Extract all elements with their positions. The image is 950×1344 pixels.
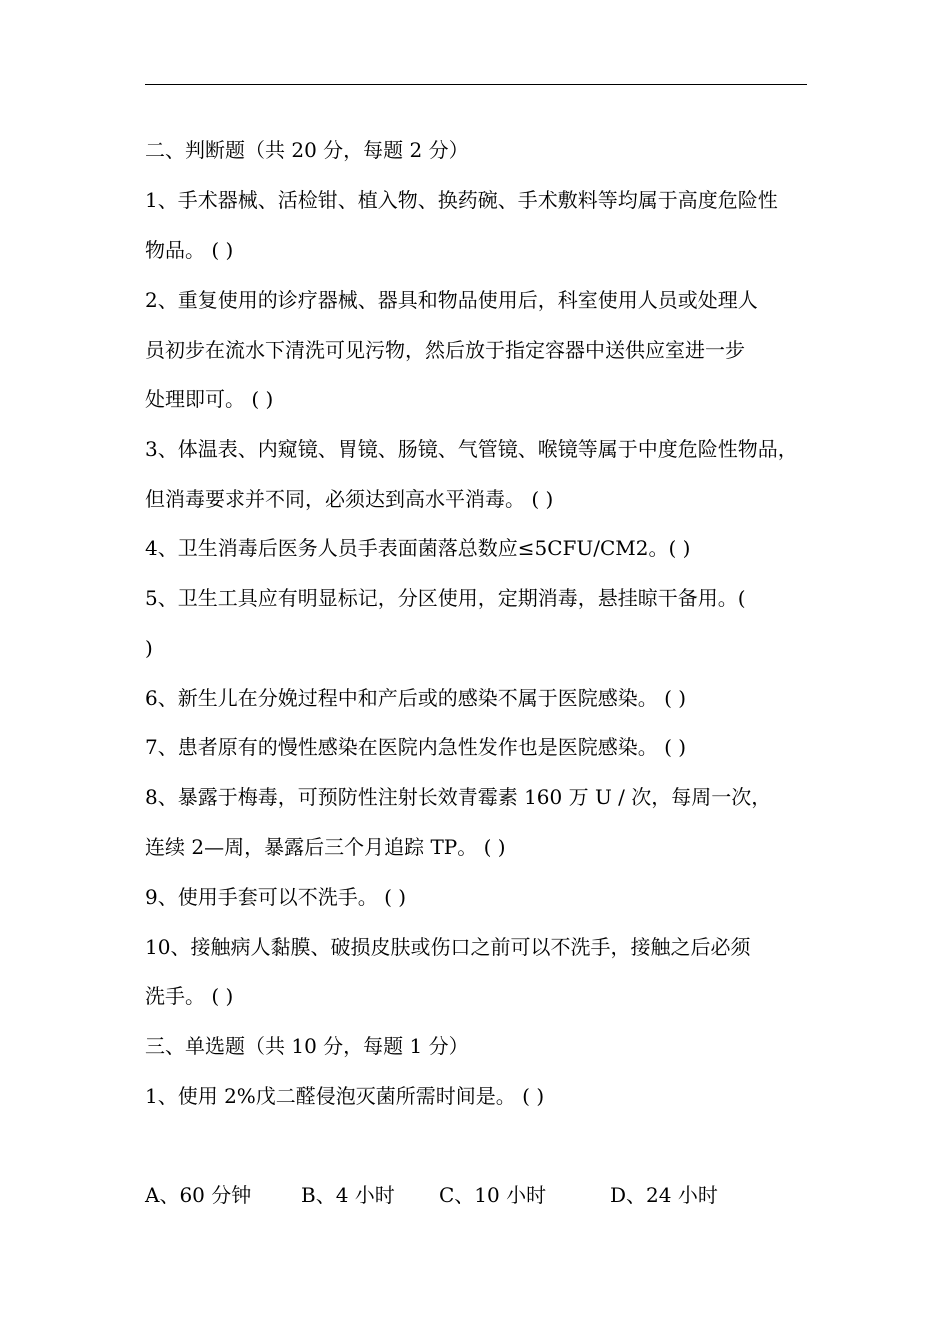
header-rule — [145, 84, 807, 85]
question-9-line-1: 9、使用手套可以不洗手。 ( ) — [145, 885, 407, 909]
question-2-line-2: 员初步在流水下清洗可见污物，然后放于指定容器中送供应室进一步 — [145, 338, 745, 362]
question-5-line-2: ) — [145, 636, 153, 660]
question-8-line-1: 8、暴露于梅毒，可预防性注射长效青霉素 160 万 U / 次，每周一次， — [145, 785, 772, 809]
question-10-line-2: 洗手。 ( ) — [145, 984, 234, 1008]
question-3-line-2: 但消毒要求并不同，必须达到高水平消毒。 ( ) — [145, 487, 554, 511]
option-d: D、24 小时 — [610, 1183, 718, 1207]
single-choice-question-1: 1、使用 2%戊二醛侵泡灭菌所需时间是。 ( ) — [145, 1084, 545, 1108]
option-a: A、60 分钟 — [145, 1183, 252, 1207]
question-6-line-1: 6、新生儿在分娩过程中和产后或的感染不属于医院感染。 ( ) — [145, 686, 687, 710]
option-b: B、4 小时 — [301, 1183, 395, 1207]
section-2-title: 二、判断题（共 20 分，每题 2 分） — [145, 138, 469, 162]
section-3-title: 三、单选题（共 10 分，每题 1 分） — [145, 1034, 469, 1058]
question-1-line-2: 物品。 ( ) — [145, 238, 234, 262]
option-c: C、10 小时 — [439, 1183, 547, 1207]
question-2-line-3: 处理即可。 ( ) — [145, 387, 274, 411]
question-8-line-2: 连续 2—周，暴露后三个月追踪 TP。 ( ) — [145, 835, 506, 859]
question-5-line-1: 5、卫生工具应有明显标记，分区使用，定期消毒，悬挂晾干备用。( — [145, 586, 746, 610]
question-1-line-1: 1、手术器械、活检钳、植入物、换药碗、手术敷料等均属于高度危险性 — [145, 188, 778, 212]
question-4-line-1: 4、卫生消毒后医务人员手表面菌落总数应≤5CFU/CM2。( ) — [145, 536, 691, 560]
question-7-line-1: 7、患者原有的慢性感染在医院内急性发作也是医院感染。 ( ) — [145, 735, 687, 759]
question-3-line-1: 3、体温表、内窥镜、胃镜、肠镜、气管镜、喉镜等属于中度危险性物品， — [145, 437, 798, 461]
question-10-line-1: 10、接触病人黏膜、破损皮肤或伤口之前可以不洗手，接触之后必须 — [145, 935, 751, 959]
question-2-line-1: 2、重复使用的诊疗器械、器具和物品使用后，科室使用人员或处理人 — [145, 288, 758, 312]
